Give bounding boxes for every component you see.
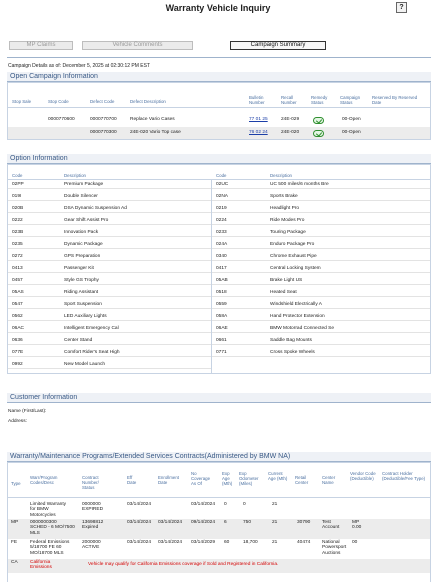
option-description: Touring Package [270, 230, 306, 235]
table-row [8, 241, 211, 249]
option-description: UC 500 miles/6 months Bre [270, 182, 329, 187]
option-code: 0661 [216, 338, 227, 343]
col-description: Description [270, 173, 292, 178]
option-code: 0224 [216, 218, 227, 223]
defect-description: 24E-020 Vario Top case [130, 130, 181, 135]
center-name: Test Account [322, 520, 340, 531]
stop-code: 0000770600 [48, 117, 75, 122]
option-description: Comfort Rider's Seat High [64, 350, 120, 355]
page-title: Warranty Vehicle Inquiry [165, 3, 271, 13]
option-description: Enduro Package Pro [270, 242, 315, 247]
col-reserved-by: Reserved By Reserved Date [372, 95, 418, 105]
no-coverage-date: 09/14/2024 [191, 520, 216, 525]
table-row [8, 181, 211, 189]
col-campaign-status: Campaign Status [340, 95, 361, 105]
option-code: 0559 [216, 302, 227, 307]
enrollment-date: 03/14/2024 [158, 540, 183, 545]
option-description: Chrome Exhaust Pipe [270, 254, 317, 259]
divider [7, 57, 431, 58]
bulletin-link[interactable]: 77 01 25 [249, 117, 268, 122]
table-row [8, 193, 211, 201]
col-type: Type [11, 481, 21, 486]
col-retail-center: Retail Center [295, 475, 309, 485]
col-stop-code: Stop Code [48, 99, 69, 104]
option-description: Brake Light US [270, 278, 303, 283]
option-code: 0518 [216, 290, 227, 295]
table-row [8, 325, 211, 333]
option-info-table [7, 164, 431, 374]
option-code: 0771 [216, 350, 227, 355]
col-code: Code [12, 173, 23, 178]
recall-number: 24E-020 [281, 130, 300, 135]
option-description: Sports Brake [270, 194, 298, 199]
no-coverage-date: 03/14/2024 [191, 502, 216, 507]
col-eff-date: Eff Date [127, 475, 137, 485]
option-description: BMW Motorrad Connected Se [270, 326, 334, 331]
warranty-type: FE [11, 540, 18, 545]
col-vendor-code: Vendor Code (Deductible) [350, 471, 376, 481]
option-description: Passenger Kit [64, 266, 94, 271]
option-code: 058A [216, 314, 228, 319]
table-row [8, 253, 211, 261]
option-description: Center Stand [64, 338, 93, 343]
california-emissions-note: Vehicle may qualify for California Emissions coverage if Sold and Registered in California. [88, 562, 279, 567]
option-code: 0233 [216, 230, 227, 235]
campaign-details-value: December 5, 2025 at 02:30:12 PM EST [62, 63, 151, 69]
option-description: Innovation Pack [64, 230, 99, 235]
table-row [8, 349, 211, 357]
current-age: 21 [272, 520, 278, 525]
option-description: Style GS Trophy [64, 278, 99, 283]
campaign-details [8, 63, 150, 69]
table-row [212, 229, 430, 237]
col-description: Description [64, 173, 86, 178]
option-description: New Model Launch [64, 362, 106, 367]
table-row [212, 193, 430, 201]
remedy-check-icon [313, 130, 324, 137]
option-code: 02UC [216, 182, 229, 187]
table-row [8, 229, 211, 237]
option-description: LED Auxiliary Lights [64, 314, 107, 319]
recall-number: 24E-029 [281, 117, 300, 122]
contract-number: 2000000 ACTIVE [82, 540, 101, 551]
divider [8, 497, 430, 498]
col-no-coverage: No Coverage As Of [191, 471, 211, 486]
contract-number: 13698812 Expired [82, 520, 104, 531]
table-row [212, 217, 430, 225]
option-description: Gear Shift Assist Pro [64, 218, 109, 223]
eff-date: 03/14/2024 [127, 520, 152, 525]
option-code: 0219 [216, 206, 227, 211]
option-description: GPS Preparation [64, 254, 101, 259]
table-row [212, 205, 430, 213]
open-campaign-table [7, 82, 431, 140]
table-row [8, 127, 430, 139]
option-description: Central Locking System [270, 266, 321, 271]
option-description: Ride Modes Pro [270, 218, 305, 223]
warranty-program: 0000000300 SCHED - 6 MO/7500 MLS [30, 520, 75, 536]
table-row [8, 361, 211, 369]
table-row [8, 289, 211, 297]
defect-code: 0000770300 [90, 130, 117, 135]
col-stop-sale: Stop Sale [12, 99, 32, 104]
option-description: Riding Assistant [64, 290, 99, 295]
col-bulletin-number: Bulletin Number [249, 95, 265, 105]
option-code: 05AB [216, 278, 228, 283]
bulletin-link[interactable]: 76 02 24 [249, 130, 268, 135]
option-code: 0235 [12, 242, 23, 247]
center-name: National Powersport Auctions [322, 540, 347, 556]
option-description: Heated Seat [270, 290, 297, 295]
exp-odometer: 0 [243, 502, 246, 507]
table-row [212, 301, 430, 309]
retail-center: 40474 [297, 540, 311, 545]
retail-center: 30790 [297, 520, 311, 525]
option-code: 0417 [216, 266, 227, 271]
option-code: 0340 [216, 254, 227, 259]
option-code: 077E [12, 350, 24, 355]
eff-date: 03/14/2024 [127, 540, 152, 545]
warranty-section-title: Warranty/Maintenance Programs/Extended Services Contracts(Administered by BMW NA) [7, 452, 431, 462]
no-coverage-date: 03/14/2029 [191, 540, 216, 545]
option-description: DSA Dynamic Suspension Ad [64, 206, 127, 211]
vendor-code: MP 0.00 [352, 520, 362, 531]
contract-number: 0000000 EXPIRED [82, 502, 104, 513]
exp-age: 60 [224, 540, 230, 545]
col-code: Code [216, 173, 227, 178]
table-row [8, 217, 211, 225]
campaign-status: 00-Open [342, 130, 361, 135]
table-row [8, 265, 211, 273]
option-description: Cross Spoke Wheels [270, 350, 315, 355]
exp-odometer: 750 [243, 520, 252, 525]
option-code: 023B [12, 230, 24, 235]
customer-name-label: Name (First/Last): [8, 409, 47, 414]
exp-odometer: 18,700 [243, 540, 258, 545]
option-code: 02NA [216, 194, 228, 199]
divider [8, 179, 430, 180]
option-code: 0457 [12, 278, 23, 283]
table-row [212, 325, 430, 333]
table-row [8, 277, 211, 285]
table-row [212, 337, 430, 345]
col-enrollment-date: Enrollment Date [158, 475, 179, 485]
help-button[interactable]: ? [396, 2, 407, 13]
option-code: 06AE [216, 326, 228, 331]
option-description: Sport Suspension [64, 302, 102, 307]
defect-code: 0000770700 [90, 117, 117, 122]
option-description: Windshield Electrically A [270, 302, 322, 307]
option-info-section-title: Option Information [7, 154, 431, 164]
col-contract-number: Contract Number/ Status [82, 475, 99, 490]
table-row [212, 253, 430, 261]
table-row [8, 501, 430, 519]
table-row [212, 277, 430, 285]
option-description: Hand Protector Extension [270, 314, 325, 319]
warranty-program: Federal Emissions 5/18700 FE 60 MO/18700 MLS [30, 540, 70, 556]
table-row [212, 241, 430, 249]
table-row [8, 313, 211, 321]
table-row [8, 337, 211, 345]
option-code: 019I [12, 194, 22, 199]
current-age: 21 [272, 502, 278, 507]
option-code: 0636 [12, 338, 23, 343]
customer-info-section-title: Customer Information [7, 393, 431, 403]
exp-age: 6 [224, 520, 227, 525]
warranty-type: MP [11, 520, 19, 525]
tab-campaign-summary[interactable]: Campaign Summary [230, 41, 326, 50]
col-current-age: Current Age (Mth) [268, 471, 288, 481]
campaign-details-label: Campaign Details as of: [8, 63, 62, 69]
enrollment-date: 03/14/2024 [158, 520, 183, 525]
current-age: 21 [272, 540, 278, 545]
option-code: 0413 [12, 266, 23, 271]
eff-date: 03/14/2024 [127, 502, 152, 507]
option-code: 06AC [12, 326, 24, 331]
col-exp-age: Exp Age (Mth) [222, 471, 233, 486]
col-defect-code: Defect Code [90, 99, 115, 104]
campaign-status: 00-Open [342, 117, 361, 122]
divider [8, 107, 430, 108]
col-warr-program: Warr/Program Codes/Desc [30, 475, 58, 485]
option-code: 0547 [12, 302, 23, 307]
option-code: 020B [12, 206, 24, 211]
option-description: Saddle Bag Mounts [270, 338, 312, 343]
defect-description: Replace Vario Cases [130, 117, 175, 122]
tab-mp-claims[interactable]: MP Claims [9, 41, 73, 50]
open-campaign-section-title: Open Campaign Information [7, 72, 431, 82]
customer-address-label: Address: [8, 419, 27, 424]
table-row [212, 181, 430, 189]
table-row [8, 301, 211, 309]
exp-age: 0 [224, 502, 227, 507]
col-recall-number: Recall Number [281, 95, 297, 105]
table-row [8, 539, 430, 559]
table-row [212, 289, 430, 297]
option-description: Dynamic Package [64, 242, 103, 247]
option-code: 05AS [12, 290, 24, 295]
table-row [212, 349, 430, 357]
table-row [8, 205, 211, 213]
col-exp-odometer: Exp Odometer (Miles) [239, 471, 259, 486]
option-description: Headlight Pro [270, 206, 300, 211]
warranty-table [7, 462, 431, 582]
table-row [212, 265, 430, 273]
option-code: 02PP [12, 182, 24, 187]
option-code: 0562 [12, 314, 23, 319]
option-code: 0992 [12, 362, 23, 367]
option-code: 0272 [12, 254, 23, 259]
remedy-check-icon [313, 117, 324, 124]
warranty-program: Limited Warranty for BMW Motorcycles [30, 502, 67, 518]
option-description: Double Silencer [64, 194, 98, 199]
col-contract-holder: Contract Holder (Deductible/Fee Type) [382, 471, 426, 481]
col-remedy-status: Remedy Status [311, 95, 328, 105]
col-defect-description: Defect Description [130, 99, 166, 104]
vendor-code: 00 [352, 540, 358, 545]
warranty-type: CA [11, 560, 18, 565]
table-row [212, 313, 430, 321]
option-description: Premium Package [64, 182, 104, 187]
col-center-name: Center Name [322, 475, 336, 485]
warranty-program: California Emissions [30, 560, 52, 571]
option-code: 024A [216, 242, 228, 247]
option-code: 0222 [12, 218, 23, 223]
tab-vehicle-comments[interactable]: Vehicle Comments [82, 41, 193, 50]
option-description: Intelligent Emergency Cal [64, 326, 119, 331]
